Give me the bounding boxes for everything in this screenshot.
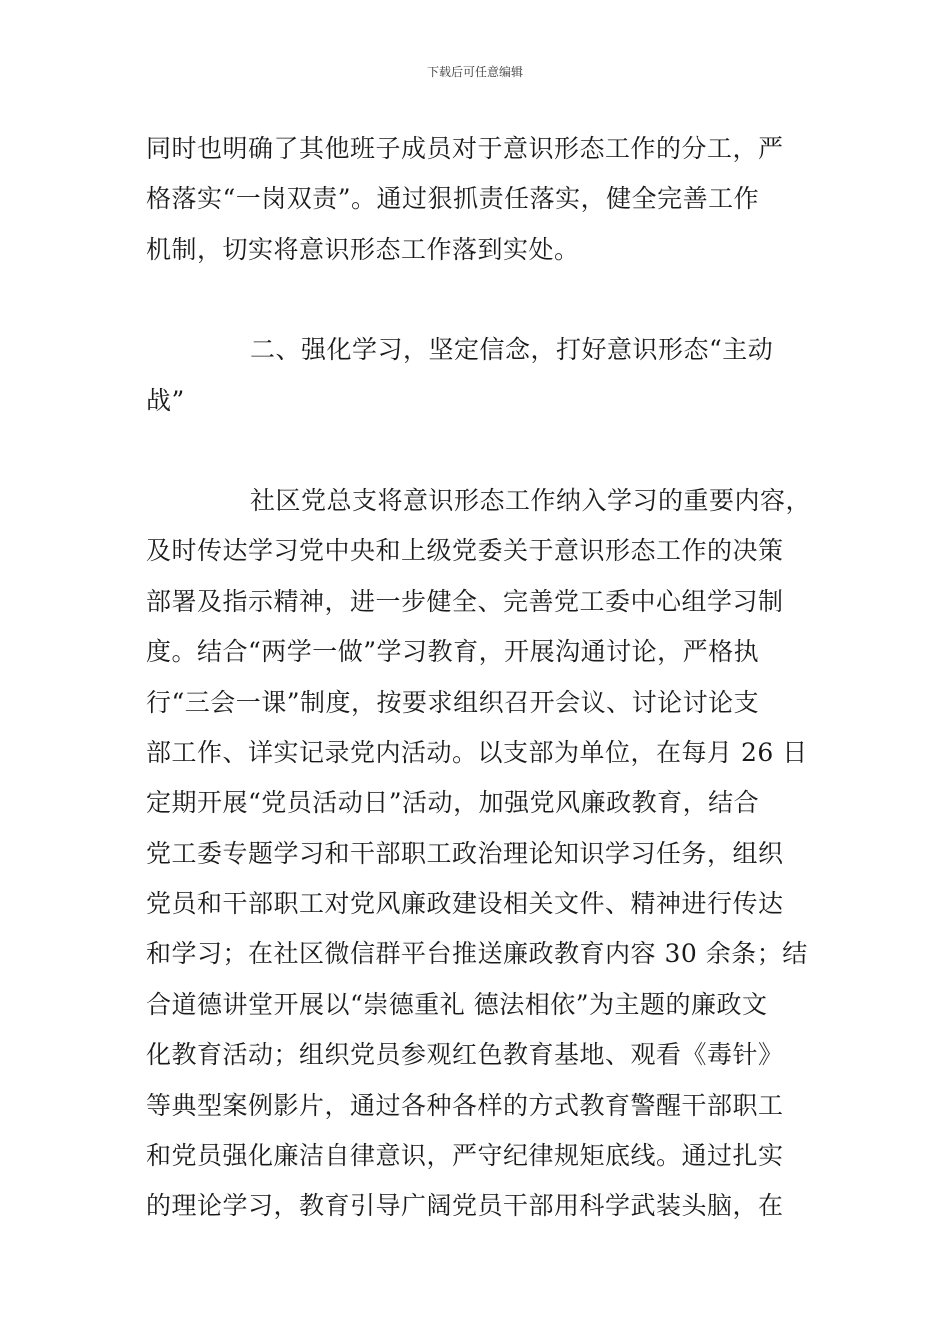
text-line: 党工委专题学习和干部职工政治理论知识学习任务，组织 bbox=[146, 838, 784, 868]
text-line: 的理论学习，教育引导广阔党员干部用科学武装头脑，在 bbox=[146, 1191, 784, 1221]
text-line: 格落实“一岗双责”。通过狠抓责任落实，健全完善工作 bbox=[146, 184, 760, 214]
text-line: 及时传达学习党中央和上级党委关于意识形态工作的决策 bbox=[146, 536, 784, 566]
text-line: 等典型案例影片，通过各种各样的方式教育警醒干部职工 bbox=[146, 1090, 784, 1120]
text-line: 和党员强化廉洁自律意识，严守纪律规矩底线。通过扎实 bbox=[146, 1141, 784, 1171]
text-line: 社区党总支将意识形态工作纳入学习的重要内容， bbox=[250, 485, 812, 515]
paragraph-gap bbox=[146, 426, 836, 476]
text-line: 行“三会一课”制度，按要求组织召开会议、讨论讨论支 bbox=[146, 687, 760, 717]
text-line: 和学习；在社区微信群平台推送廉政教育内容 30 余条；结 bbox=[146, 939, 808, 969]
text-line: 化教育活动；组织党员参观红色教育基地、观看《毒针》 bbox=[146, 1040, 784, 1070]
paragraph-responsibility bbox=[146, 124, 836, 275]
heading-line: 战” bbox=[146, 385, 185, 415]
text-line: 定期开展“党员活动日”活动，加强党风廉政教育，结合 bbox=[146, 788, 760, 818]
section-heading bbox=[146, 325, 836, 426]
paragraph-gap bbox=[146, 275, 836, 325]
heading-line: 二、强化学习，坚定信念，打好意识形态“主动 bbox=[250, 335, 774, 365]
text-line: 合道德讲堂开展以“崇德重礼 德法相依”为主题的廉政文 bbox=[146, 989, 768, 1019]
paragraph-study bbox=[146, 476, 836, 1232]
text-line: 度。结合“两学一做”学习教育，开展沟通讨论，严格执 bbox=[146, 637, 760, 667]
page-header: 下载后可任意编辑 bbox=[426, 65, 523, 79]
text-line: 党员和干部职工对党风廉政建设相关文件、精神进行传达 bbox=[146, 889, 784, 919]
text-line: 部工作、详实记录党内活动。以支部为单位，在每月 26 日 bbox=[146, 737, 808, 767]
text-line: 同时也明确了其他班子成员对于意识形态工作的分工，严 bbox=[146, 134, 784, 163]
text-line: 机制，切实将意识形态工作落到实处。 bbox=[146, 234, 580, 264]
document-body bbox=[146, 124, 836, 1232]
text-line: 部署及指示精神，进一步健全、完善党工委中心组学习制 bbox=[146, 586, 784, 616]
